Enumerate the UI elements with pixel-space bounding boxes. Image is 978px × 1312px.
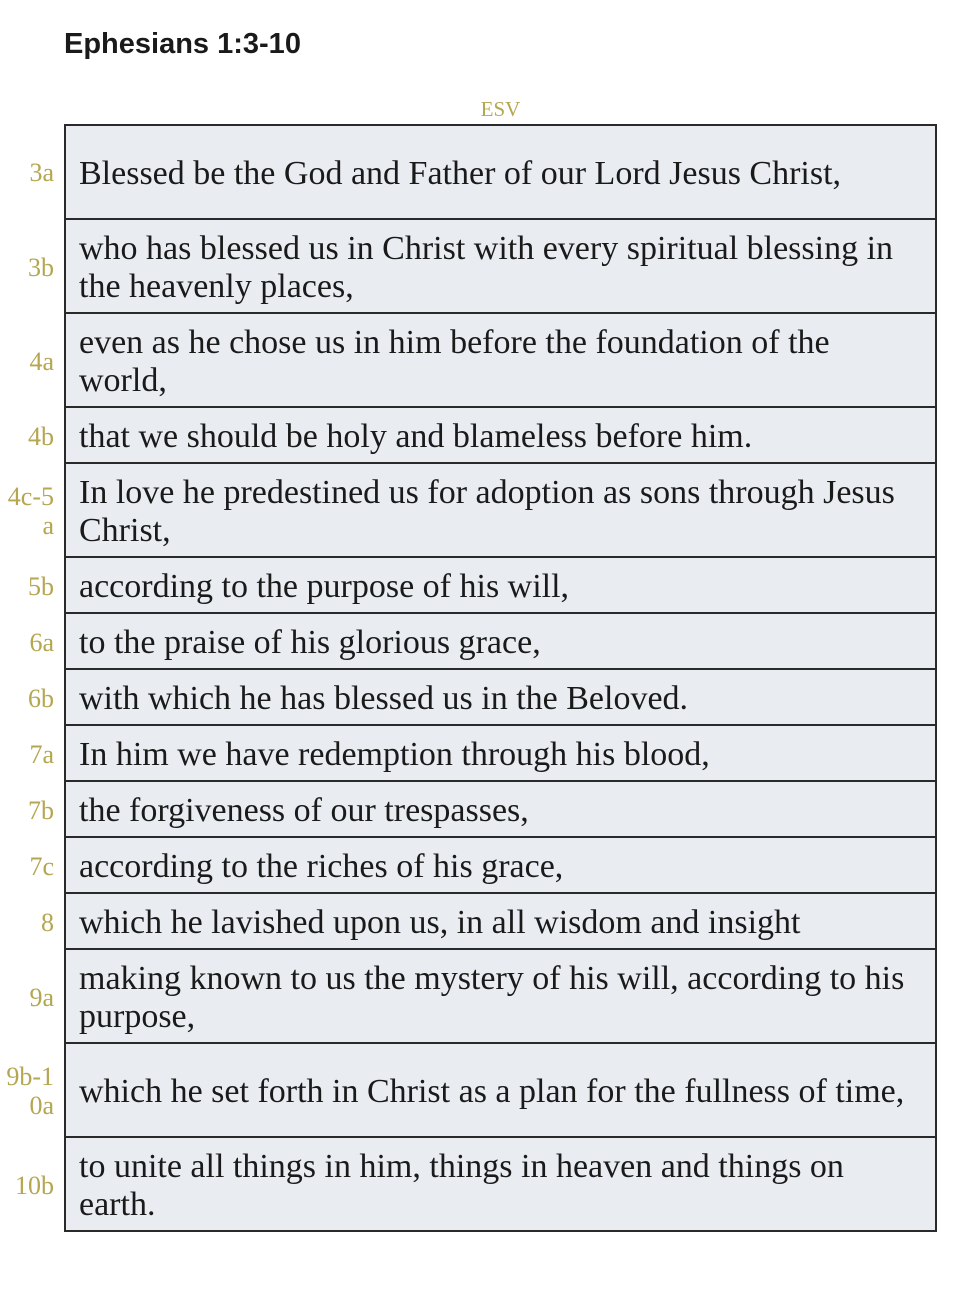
verse-text: with which he has blessed us in the Beloved. [64, 670, 937, 726]
verse-text: to the praise of his glorious grace, [64, 614, 937, 670]
verse-row [0, 1044, 978, 1138]
page-title: Ephesians 1:3-10 [64, 28, 301, 60]
verse-text: according to the riches of his grace, [64, 838, 937, 894]
verse-reference: 9b-10a [6, 1062, 54, 1120]
verse-text: making known to us the mystery of his will, according to his purpose, [64, 950, 937, 1044]
verse-reference: 4c-5a [7, 482, 54, 540]
verse-text: even as he chose us in him before the foundation of the world, [64, 314, 937, 408]
verse-row [0, 124, 978, 220]
verse-text: which he set forth in Christ as a plan for the fullness of time, [64, 1044, 937, 1138]
verse-row [0, 614, 978, 670]
verse-row [0, 894, 978, 950]
verse-text: to unite all things in him, things in heaven and things on earth. [64, 1138, 937, 1232]
verse-text: In him we have redemption through his blood, [64, 726, 937, 782]
verse-row [0, 220, 978, 314]
verse-reference: 5b [28, 571, 54, 601]
verse-text: which he lavished upon us, in all wisdom and insight [64, 894, 937, 950]
verse-row [0, 838, 978, 894]
verse-reference: 6b [28, 683, 54, 713]
verse-reference: 7a [29, 739, 54, 769]
verse-reference: 7b [28, 795, 54, 825]
verse-row [0, 314, 978, 408]
verse-text: that we should be holy and blameless before him. [64, 408, 937, 464]
verse-row [0, 670, 978, 726]
verse-reference: 4a [29, 346, 54, 376]
verse-reference: 9a [29, 982, 54, 1012]
version-label: ESV [480, 97, 521, 121]
verse-reference: 3b [28, 252, 54, 282]
verse-text: the forgiveness of our trespasses, [64, 782, 937, 838]
verse-text: Blessed be the God and Father of our Lord Jesus Christ, [64, 124, 937, 220]
verse-row [0, 464, 978, 558]
verse-text: who has blessed us in Christ with every spiritual blessing in the heavenly places, [64, 220, 937, 314]
verse-reference: 6a [29, 627, 54, 657]
verse-text: according to the purpose of his will, [64, 558, 937, 614]
verse-row [0, 1138, 978, 1232]
verse-reference: 3a [29, 157, 54, 187]
verse-row [0, 558, 978, 614]
verse-row [0, 408, 978, 464]
verse-table [0, 124, 978, 1232]
verse-text: In love he predestined us for adoption as sons through Jesus Christ, [64, 464, 937, 558]
verse-reference: 7c [29, 851, 54, 881]
verse-reference: 4b [28, 421, 54, 451]
verse-row [0, 950, 978, 1044]
verse-row [0, 726, 978, 782]
verse-reference: 10b [15, 1170, 54, 1200]
verse-row [0, 782, 978, 838]
verse-reference: 8 [41, 907, 54, 937]
